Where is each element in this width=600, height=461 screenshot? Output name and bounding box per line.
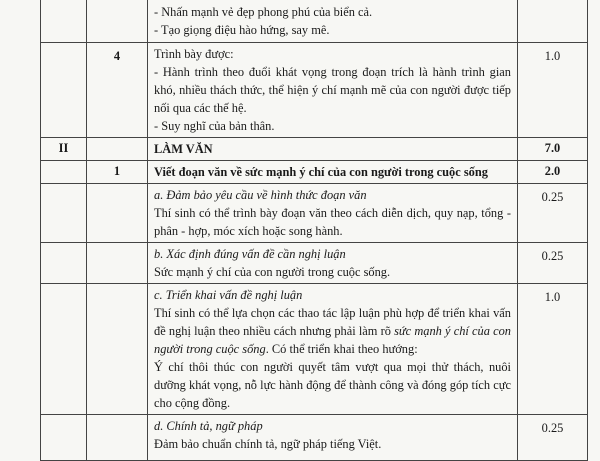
body-text: . Có thể triển khai theo hướng: bbox=[265, 342, 418, 356]
criterion-body: Thí sinh có thể trình bày đoạn văn theo cách diễn dịch, quy nạp, tổng - phân - hợp, móc xích hoặc song hành. bbox=[154, 206, 511, 238]
criterion-body bbox=[154, 304, 511, 358]
question-cell bbox=[87, 184, 148, 243]
criterion-heading: d. Chính tả, ngữ pháp bbox=[154, 419, 263, 433]
list-item: Trình bày được: bbox=[154, 47, 234, 61]
question-cell bbox=[87, 138, 148, 161]
table-row bbox=[41, 415, 588, 461]
section-cell bbox=[41, 284, 87, 415]
list-item: - Suy nghĩ của bản thân. bbox=[154, 119, 275, 133]
table-row bbox=[41, 43, 588, 138]
content-cell bbox=[148, 243, 518, 284]
criterion-heading: b. Xác định đúng vấn đề cần nghị luận bbox=[154, 247, 346, 261]
score-value: 0.25 bbox=[518, 415, 588, 461]
question-number: 4 bbox=[87, 43, 148, 138]
body-text: Thí sinh có thể lựa chọn các thao tác lập luận phù hợp để triển khai vấn đề nghị luận theo nhiều cách nhưng phải làm rõ bbox=[154, 306, 511, 338]
criterion-heading: a. Đảm bảo yêu cầu về hình thức đoạn văn bbox=[154, 188, 367, 202]
content-cell bbox=[148, 184, 518, 243]
section-cell bbox=[41, 415, 87, 461]
section-cell bbox=[41, 184, 87, 243]
question-number: 1 bbox=[87, 161, 148, 184]
content-cell bbox=[148, 284, 518, 415]
score-value: 1.0 bbox=[518, 43, 588, 138]
content-cell bbox=[148, 0, 518, 43]
body-emphasis: sức mạnh ý chí của con người trong cuộc sống bbox=[154, 324, 511, 356]
score-value: 2.0 bbox=[518, 161, 588, 184]
score-value: 0.25 bbox=[518, 243, 588, 284]
score-value: 1.0 bbox=[518, 284, 588, 415]
table-row bbox=[41, 138, 588, 161]
section-title: LÀM VĂN bbox=[148, 138, 518, 161]
criterion-body: Sức mạnh ý chí của con người trong cuộc sống. bbox=[154, 265, 391, 279]
table-row bbox=[41, 161, 588, 184]
criterion-heading: c. Triển khai vấn đề nghị luận bbox=[154, 288, 303, 302]
score-cell bbox=[518, 0, 588, 43]
section-cell bbox=[41, 0, 87, 43]
content-cell bbox=[148, 43, 518, 138]
content-cell bbox=[148, 415, 518, 461]
table-row bbox=[41, 0, 588, 43]
list-item: - Hành trình theo đuổi khát vọng trong đoạn trích là hành trình gian khó, nhiều thách thức, thể hiện ý chí mạnh mẽ của con người được tiếp nối qua các thế hệ. bbox=[154, 65, 511, 115]
section-number: II bbox=[41, 138, 87, 161]
criterion-body: Đảm bảo chuẩn chính tả, ngữ pháp tiếng Việt. bbox=[154, 437, 382, 451]
section-cell bbox=[41, 43, 87, 138]
list-item: - Nhấn mạnh vẻ đẹp phong phú của biển cả. bbox=[154, 5, 373, 19]
question-title: Viết đoạn văn về sức mạnh ý chí của con người trong cuộc sống bbox=[148, 161, 518, 184]
table-row bbox=[41, 243, 588, 284]
table-row bbox=[41, 184, 588, 243]
score-value: 0.25 bbox=[518, 184, 588, 243]
scoring-table bbox=[40, 0, 588, 461]
question-cell bbox=[87, 243, 148, 284]
table-row bbox=[41, 284, 588, 415]
criterion-detail: Ý chí thôi thúc con người quyết tâm vượt qua mọi thử thách, nuôi dưỡng khát vọng, nỗ lực hành động để thành công và đóng góp tích cực cho cộng đồng. bbox=[154, 360, 511, 410]
section-cell bbox=[41, 243, 87, 284]
question-cell bbox=[87, 284, 148, 415]
section-cell bbox=[41, 161, 87, 184]
score-value: 7.0 bbox=[518, 138, 588, 161]
list-item: - Tạo giọng điệu hào hứng, say mê. bbox=[154, 23, 330, 37]
question-cell bbox=[87, 0, 148, 43]
question-cell bbox=[87, 415, 148, 461]
